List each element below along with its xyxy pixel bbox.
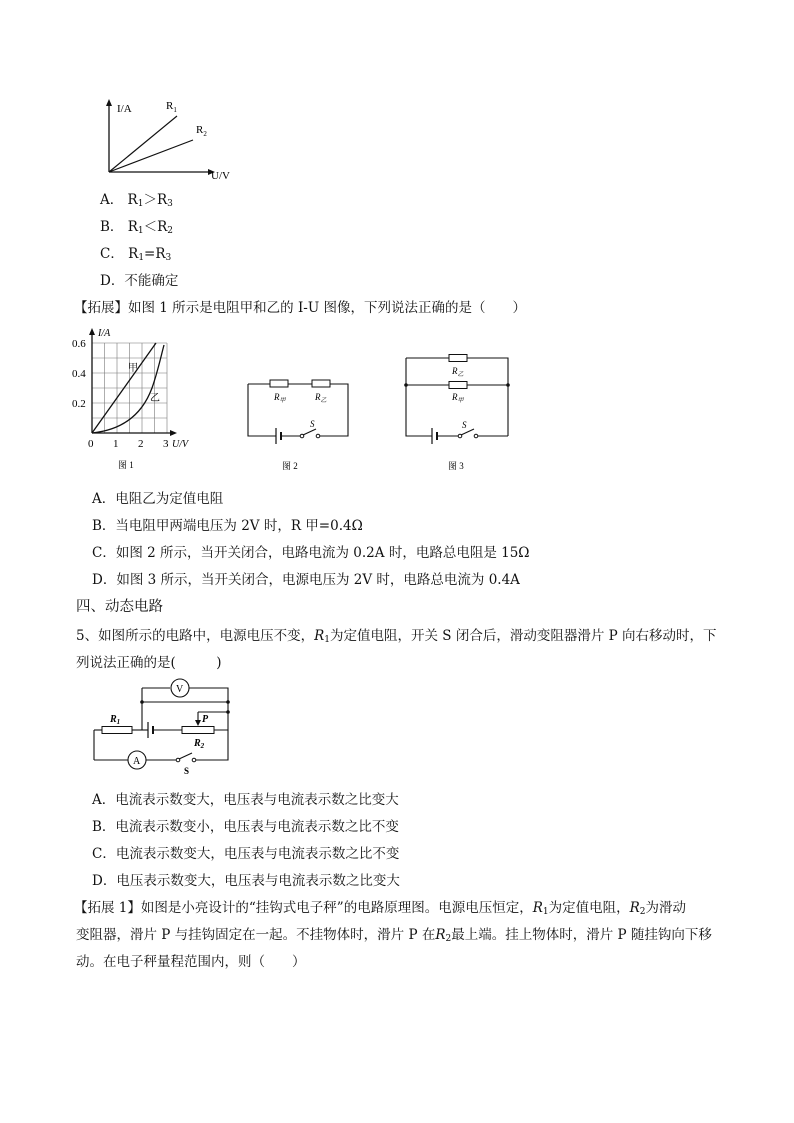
fig1-x-tick-3: 3 bbox=[163, 438, 169, 450]
figure-3-parallel-circuit bbox=[398, 350, 518, 474]
line-r2 bbox=[109, 140, 193, 172]
fig1-caption: 图 1 bbox=[118, 460, 134, 470]
fig3-label-r-jia: $R_甲$ bbox=[452, 392, 464, 404]
fig1-x-tick-0: 0 bbox=[88, 438, 94, 450]
ext2-stem-line1: 【拓展 1】如图是小亮设计的“挂钩式电子秤”的电路原理图。电源电压恒定，$R_1$为定值电阻，$R_2$为滑动 bbox=[74, 900, 687, 917]
section-heading: 四、动态电路 bbox=[76, 599, 163, 615]
ext1-text: 如图 1 所示是电阻甲和乙的 I-U 图像，下列说法正确的是（ ） bbox=[128, 300, 527, 316]
q5-option-a[interactable]: A．电流表示数变大，电压表与电流表示数之比变大 bbox=[92, 792, 399, 808]
ext1-stem bbox=[74, 296, 526, 316]
fig1-label-jia: 甲 bbox=[128, 363, 138, 374]
resistor-yi bbox=[312, 380, 330, 387]
q5-option-b[interactable]: B．电流表示数变小，电压表与电流表示数之比不变 bbox=[92, 819, 399, 835]
fig2-label-r-jia: $R_甲$ bbox=[274, 392, 286, 404]
fig3-caption: 图 3 bbox=[448, 461, 464, 471]
ext1-option-c[interactable]: C．如图 2 所示，当开关闭合，电路电流为 0.2A 时，电路总电阻是 15Ω bbox=[92, 545, 530, 561]
q5-option-c[interactable]: C．电流表示数变大，电压表与电流表示数之比不变 bbox=[92, 846, 400, 862]
x-axis-label: U/V bbox=[211, 170, 230, 182]
line-r1 bbox=[109, 116, 177, 172]
q1-option-c[interactable]: C． $R_1=R_3$ bbox=[100, 246, 172, 263]
q1-option-a[interactable]: A． $R_1>R_3$ bbox=[100, 192, 173, 209]
q5-label-p: P bbox=[202, 714, 209, 725]
fig1-x-tick-1: 1 bbox=[113, 438, 119, 450]
fig1-label-yi: 乙 bbox=[150, 393, 160, 404]
ext2-stem-line3: 动。在电子秤量程范围内，则（ ） bbox=[76, 954, 306, 970]
fig1-x-label: U/V bbox=[172, 439, 189, 450]
resistor-yi bbox=[449, 355, 467, 362]
q5-label-s: S bbox=[184, 766, 190, 776]
ext1-option-b[interactable]: B．当电阻甲两端电压为 2V 时，R 甲=0.4Ω bbox=[92, 518, 363, 534]
y-axis-label: I/A bbox=[117, 103, 132, 115]
fig1-y-tick-06: 0.6 bbox=[72, 338, 86, 350]
label-r1: $R_1$ bbox=[166, 100, 177, 114]
rheostat-r2 bbox=[182, 727, 214, 734]
fig1-y-tick-02: 0.2 bbox=[72, 398, 86, 410]
q5-ammeter-label: A bbox=[133, 756, 141, 767]
q5-stem-line2: 列说法正确的是( ) bbox=[76, 655, 222, 671]
figure-1-iu-graph bbox=[70, 323, 200, 473]
q5-circuit-diagram bbox=[86, 678, 236, 778]
fig3-label-r-yi: $R_乙$ bbox=[452, 366, 464, 378]
ext1-option-d[interactable]: D．如图 3 所示，当开关闭合，电源电压为 2V 时，电路总电流为 0.4A bbox=[92, 572, 520, 588]
figure-2-series-circuit bbox=[240, 370, 360, 474]
q5-label-r1: $R_1$ bbox=[110, 714, 121, 726]
q5-voltmeter-label: V bbox=[176, 684, 184, 695]
q5-stem-line1: 5、如图所示的电路中，电源电压不变，$R_1$为定值电阻，开关 S 闭合后，滑动变阻器滑片 P 向右移动时，下 bbox=[76, 628, 717, 645]
fig2-switch-label: S bbox=[310, 419, 315, 429]
fig2-label-r-yi: $R_乙$ bbox=[315, 392, 327, 404]
fig1-y-label: I/A bbox=[98, 328, 111, 339]
resistor-jia bbox=[270, 380, 288, 387]
q5-label-r2: $R_2$ bbox=[194, 738, 205, 750]
label-r2: $R_2$ bbox=[196, 124, 207, 138]
ext2-stem-line2: 变阻器，滑片 P 与挂钩固定在一起。不挂物体时，滑片 P 在$R_2$最上端。挂上物体时，滑片 P 随挂钩向下移 bbox=[76, 927, 712, 944]
fig1-y-tick-04: 0.4 bbox=[72, 368, 86, 380]
resistor-r1 bbox=[102, 727, 132, 734]
q1-option-b[interactable]: B． $R_1<R_2$ bbox=[100, 219, 174, 236]
resistor-jia bbox=[449, 382, 467, 389]
fig1-x-tick-2: 2 bbox=[138, 438, 144, 450]
ext1-option-a[interactable]: A．电阻乙为定值电阻 bbox=[92, 491, 224, 507]
q1-option-d[interactable]: D．不能确定 bbox=[100, 273, 179, 289]
fig2-caption: 图 2 bbox=[282, 461, 298, 471]
ext1-tag: 【拓展】 bbox=[74, 300, 128, 316]
fig3-switch-label: S bbox=[462, 420, 467, 430]
q5-option-d[interactable]: D．电压表示数变大，电压表与电流表示数之比变大 bbox=[92, 873, 400, 889]
iu-graph-r1-r2 bbox=[100, 96, 240, 182]
